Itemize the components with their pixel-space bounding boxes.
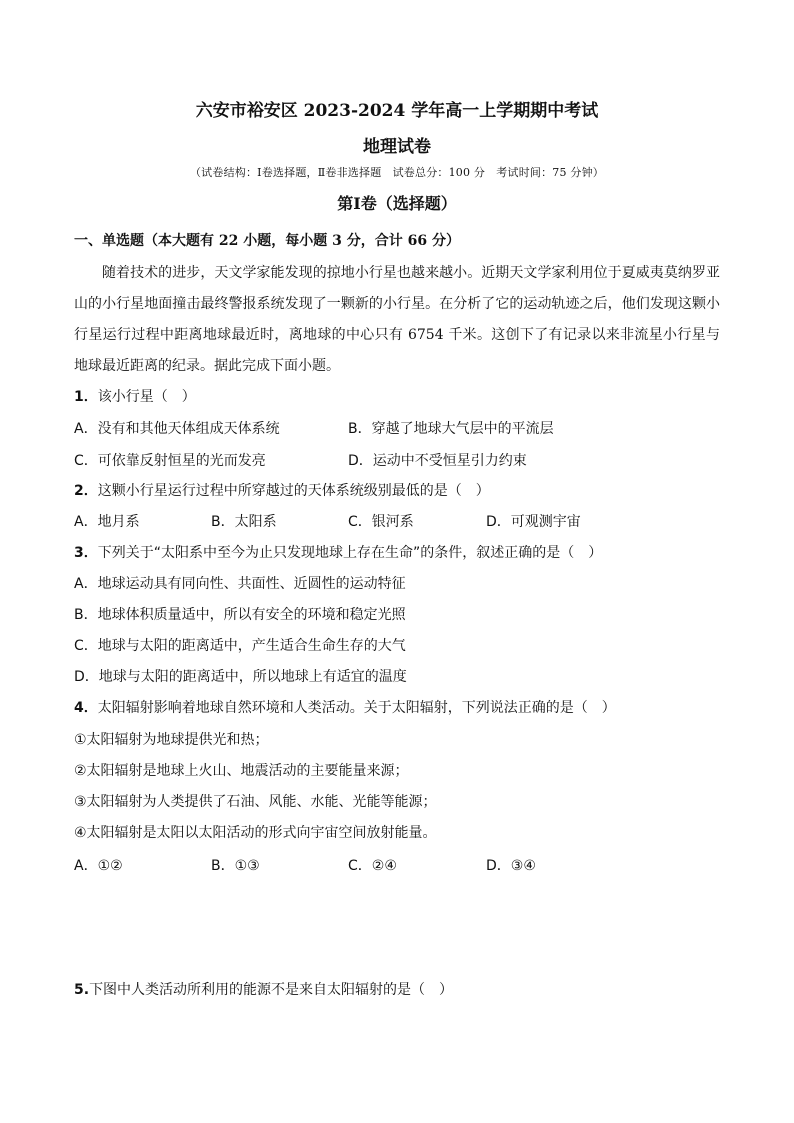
- q2-option-c: C．银河系: [348, 514, 414, 530]
- section-heading: 一、单选题（本大题有 22 小题，每小题 3 分，合计 66 分）: [74, 233, 460, 249]
- exam-title: 六安市裕安区 2023-2024 学年高一上学期期中考试: [195, 101, 599, 121]
- q4-statement-2: ②太阳辐射是地球上火山、地震活动的主要能量来源；: [74, 763, 409, 779]
- question-1: [74, 386, 196, 406]
- q2-option-d: D．可观测宇宙: [486, 514, 581, 530]
- question-stem: 该小行星（ ）: [97, 389, 196, 405]
- q2-option-a: A．地月系: [74, 514, 140, 530]
- question-stem: 这颗小行星运行过程中所穿越过的天体系统级别最低的是（ ）: [97, 483, 490, 499]
- q3-option-d: D．地球与太阳的距离适中，所以地球上有适宜的温度: [74, 669, 407, 685]
- q4-option-d: D．③④: [486, 858, 536, 874]
- question-number: 1．: [74, 389, 98, 405]
- exam-subject-title: 地理试卷: [363, 137, 431, 157]
- q4-option-c: C．②④: [348, 858, 397, 874]
- q3-option-a: A．地球运动具有同向性、共面性、近圆性的运动特征: [74, 576, 406, 592]
- q4-statement-1: ①太阳辐射为地球提供光和热；: [74, 732, 269, 748]
- q1-option-d: D．运动中不受恒星引力约束: [348, 453, 527, 469]
- volume-heading: 第Ⅰ卷（选择题）: [337, 194, 457, 213]
- question-3: [74, 542, 602, 562]
- question-stem: 下列关于“太阳系中至今为止只发现地球上存在生命”的条件，叙述正确的是（ ）: [97, 545, 603, 561]
- q3-option-b: B．地球体积质量适中，所以有安全的环境和稳定光照: [74, 607, 406, 623]
- reading-passage: 随着技术的进步，天文学家能发现的掠地小行星也越来越小。近期天文学家利用位于夏威夷莫纳罗亚山的小行星地面撞击最终警报系统发现了一颗新的小行星。在分析了它的运动轨迹之后，他们发现这颗小行星运行过程中距离地球最近时，离地球的中心只有 6754 千米。这创下了有记录以来非流星小行星与地球最近距离的纪录。据此完成下面小题。: [74, 265, 720, 374]
- question-4: [74, 697, 616, 717]
- question-number: 3．: [74, 545, 98, 561]
- q1-option-a: A．没有和其他天体组成天体系统: [74, 421, 280, 437]
- q2-option-b: B．太阳系: [211, 514, 277, 530]
- question-number: 4．: [74, 700, 98, 716]
- question-number: 2．: [74, 483, 98, 499]
- q4-option-a: A．①②: [74, 858, 123, 874]
- q1-option-c: C．可依靠反射恒星的光而发亮: [74, 453, 266, 469]
- q1-option-b: B．穿越了地球大气层中的平流层: [348, 421, 554, 437]
- question-number: 5.: [74, 982, 90, 998]
- exam-structure-info: （试卷结构：Ⅰ卷选择题，Ⅱ卷非选择题 试卷总分：100 分 考试时间：75 分钟）: [189, 166, 604, 179]
- q4-option-b: B．①③: [211, 858, 260, 874]
- q4-statement-3: ③太阳辐射为人类提供了石油、风能、水能、光能等能源；: [74, 794, 437, 810]
- question-stem: 太阳辐射影响着地球自然环境和人类活动。关于太阳辐射，下列说法正确的是（ ）: [97, 700, 616, 716]
- q3-option-c: C．地球与太阳的距离适中，产生适合生命生存的大气: [74, 638, 406, 654]
- question-stem: 下图中人类活动所利用的能源不是来自太阳辐射的是（ ）: [89, 982, 454, 998]
- question-2: [74, 480, 490, 500]
- question-5: [74, 979, 453, 999]
- q4-statement-4: ④太阳辐射是太阳以太阳活动的形式向宇宙空间放射能量。: [74, 825, 437, 841]
